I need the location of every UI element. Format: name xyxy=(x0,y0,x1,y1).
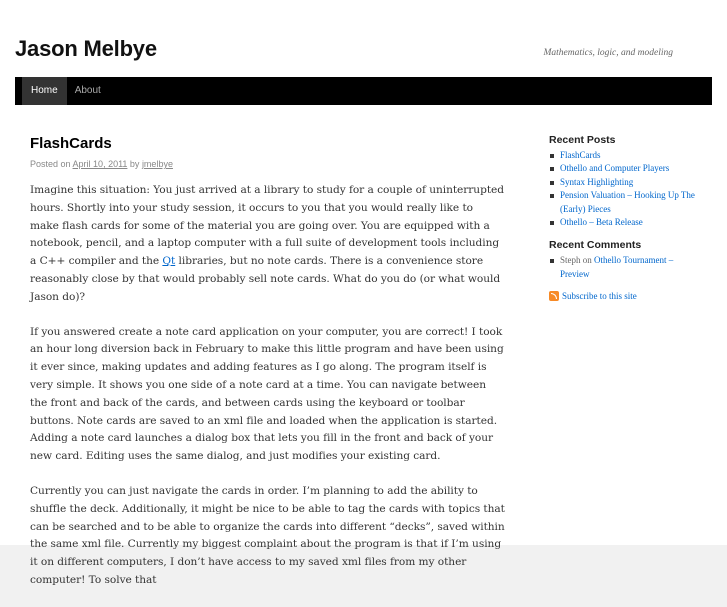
paragraph-1 xyxy=(30,182,505,307)
post-title[interactable]: FlashCards xyxy=(30,135,112,152)
recent-posts-list xyxy=(549,149,699,229)
nav-item-home[interactable]: Home xyxy=(22,77,67,105)
meta-prefix: Posted on xyxy=(30,159,73,169)
recent-post-item xyxy=(549,149,699,162)
paragraph-2: If you answered create a note card application on your computer, you are correct! I took an hour long diversion back in February to make this little program and have been using it ever since, making updates and adding features as I go along. The program itself is very simple. It shows you one side of a note card at a time. You can navigate between the front and back of the cards, and between cards using the keyboard or toolbar buttons. Note cards are saved to an xml file and loaded when the application is started. Adding a note card launches a dialog box that lets you fill in the front and back of your new card. Editing uses the same dialog, and just modifies your existing card. xyxy=(30,325,504,463)
paragraph-1-text-a: Imagine this situation: You just arrived at a library to study for a couple of uninterrupted hours. Shortly into your study session, it occurs to you that you would really like to make flash cards for some of the material you are going over. You are equipped with a notebook, pencil, and a laptop computer with a full suite of development tools including a C++ compiler and the xyxy=(30,184,504,268)
subscribe-widget xyxy=(549,291,699,301)
post-author-link[interactable]: jmelbye xyxy=(141,159,173,169)
recent-comments-title: Recent Comments xyxy=(549,239,642,252)
recent-posts-widget xyxy=(549,134,699,229)
recent-post-item xyxy=(549,176,699,189)
recent-post-link-pension[interactable]: Pension Valuation – Hooking Up The (Early) Pieces xyxy=(560,190,695,214)
recent-post-item xyxy=(549,216,699,229)
qt-link[interactable]: Qt xyxy=(162,255,176,268)
rss-icon[interactable] xyxy=(549,291,559,301)
meta-by: by xyxy=(127,159,142,169)
comment-post-link[interactable]: Othello Tournament – Preview xyxy=(560,255,674,279)
recent-comments-list xyxy=(549,254,699,281)
recent-post-link-othello-players[interactable]: Othello and Computer Players xyxy=(560,163,670,174)
recent-comment-item xyxy=(549,254,699,281)
comment-author: Steph xyxy=(560,255,581,266)
nav-menu xyxy=(15,77,712,105)
post-meta xyxy=(30,158,505,176)
post-body xyxy=(30,182,505,590)
paragraph-1-text-b: libraries, but no note cards. There is a convenience store reasonably close by that would probably sell note cards. What do you do (or what would Jason do)? xyxy=(30,255,501,303)
main-navigation xyxy=(15,77,712,105)
site-description: Mathematics, logic, and modeling xyxy=(543,48,673,58)
recent-post-item xyxy=(549,189,699,216)
recent-comments-widget xyxy=(549,239,699,281)
recent-post-link-othello-beta[interactable]: Othello – Beta Release xyxy=(560,217,643,228)
comment-on: on xyxy=(580,255,595,266)
nav-item-about[interactable]: About xyxy=(74,85,101,96)
post-date-link[interactable]: April 10, 2011 xyxy=(72,159,128,169)
recent-post-item xyxy=(549,162,699,175)
recent-posts-title: Recent Posts xyxy=(549,134,616,146)
subscribe-link[interactable]: Subscribe to this site xyxy=(562,291,637,302)
site-title[interactable]: Jason Melbye xyxy=(15,36,157,61)
paragraph-3: Currently you can just navigate the cards in order. I’m planning to add the ability to shuffle the deck. Additionally, it might be nice to be able to tag the cards with topics that can be searched and to be able to organize the cards into different “decks”, saved within the same xml file. Currently my biggest complaint about the program is that if I’m using it on different computers, I don’t have access to my saved xml files from my other computer! To solve that xyxy=(30,484,505,586)
post-content-area xyxy=(30,130,505,607)
sidebar xyxy=(549,134,699,301)
recent-post-link-syntax[interactable]: Syntax Highlighting xyxy=(560,176,634,187)
recent-post-link-flashcards[interactable]: FlashCards xyxy=(560,150,601,160)
